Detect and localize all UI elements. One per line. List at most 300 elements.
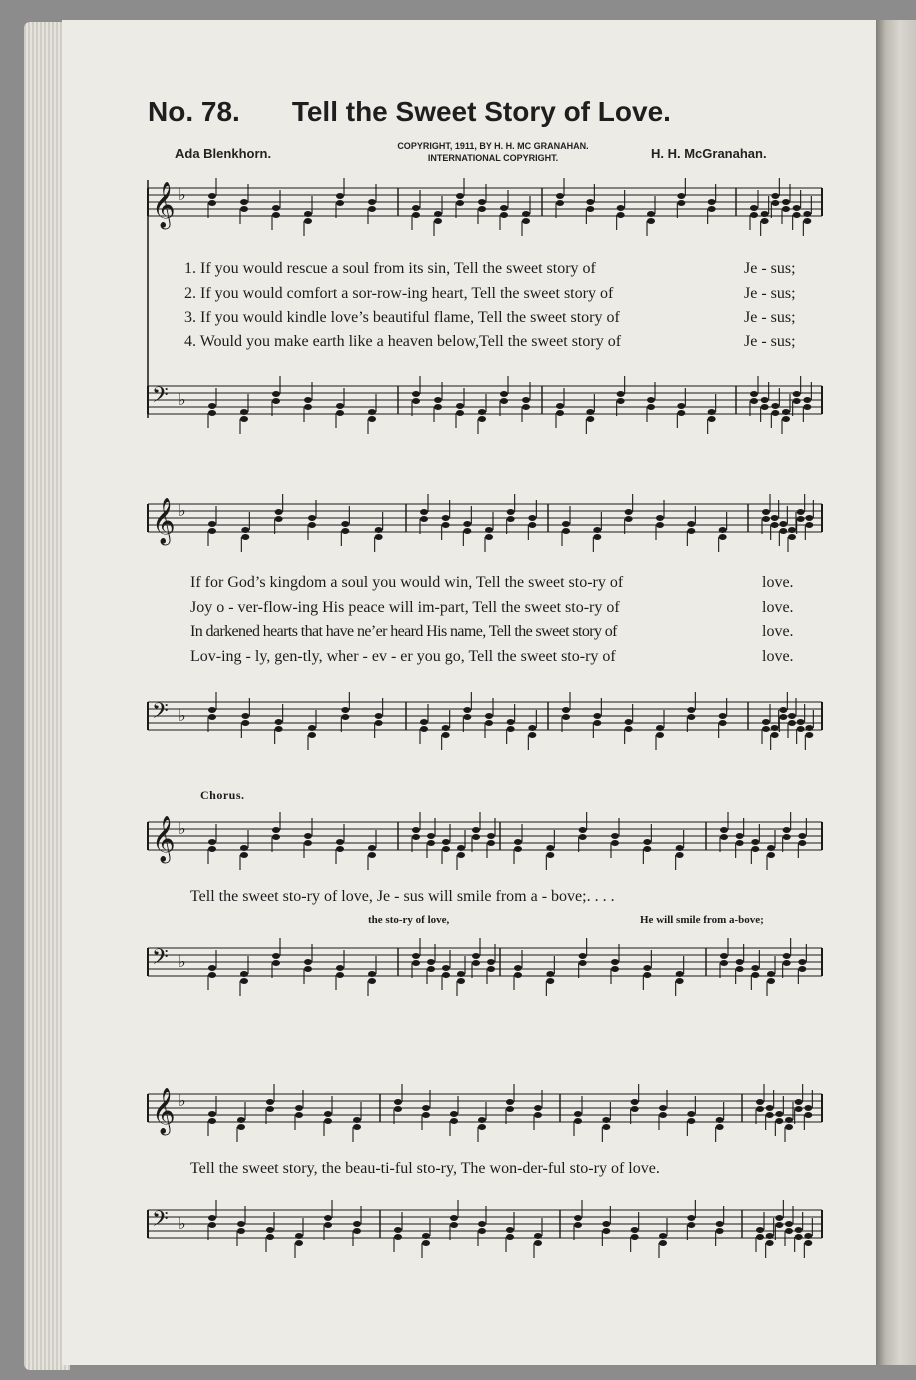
note-head [522, 404, 530, 410]
note-head [643, 846, 651, 852]
note-head [736, 966, 744, 972]
note-head [442, 972, 450, 978]
note-head [783, 834, 791, 840]
note-head [463, 714, 471, 720]
note-head [779, 714, 787, 720]
note-head [478, 409, 486, 415]
verse-text: 3. If you would kindle love’s beautiful flame, Tell the sweet story of [184, 309, 620, 326]
note-head [643, 965, 651, 971]
note-head [766, 1105, 774, 1111]
note-head [514, 846, 522, 852]
note-head [412, 212, 420, 218]
note-head [793, 205, 801, 211]
note-head [766, 1233, 774, 1239]
note-head [341, 714, 349, 720]
note-head [341, 707, 349, 713]
note-head [762, 509, 770, 515]
note-head [720, 960, 728, 966]
note-head [275, 726, 283, 732]
note-head [208, 528, 216, 534]
note-head [412, 953, 420, 959]
note-head [368, 845, 376, 851]
note-head [240, 199, 248, 205]
note-head [295, 1233, 303, 1239]
note-head [450, 1111, 458, 1117]
note-head [804, 1240, 812, 1246]
bass-clef-icon: 𝄢 [152, 699, 169, 729]
note-head [643, 972, 651, 978]
note-head [736, 959, 744, 965]
note-head [412, 205, 420, 211]
note-head [761, 404, 769, 410]
note-head [237, 1117, 245, 1123]
note-head [324, 1222, 332, 1228]
note-head [767, 978, 775, 984]
note-head [478, 1228, 486, 1234]
note-head [514, 839, 522, 845]
note-head [798, 840, 806, 846]
copyright-line: INTERNATIONAL COPYRIGHT. [427, 153, 559, 163]
note-head [546, 978, 554, 984]
note-head [803, 404, 811, 410]
note-head [240, 852, 248, 858]
note-head [208, 403, 216, 409]
note-head [574, 1222, 582, 1228]
note-head [412, 834, 420, 840]
note-head [208, 846, 216, 852]
note-head [720, 827, 728, 833]
verse-text: In darkened hearts that have ne’er heard His name, Tell the sweet story of [190, 623, 617, 640]
note-head [795, 1234, 803, 1240]
note-head [647, 218, 655, 224]
note-head [427, 840, 435, 846]
chorus-echo-lyric: He will smile from a-bove; [640, 914, 764, 926]
note-head [556, 200, 564, 206]
note-head [785, 1124, 793, 1130]
note-head [514, 965, 522, 971]
note-head [506, 1106, 514, 1112]
verse-ending: love. [762, 599, 794, 616]
note-head [394, 1227, 402, 1233]
note-head [756, 1099, 764, 1105]
note-head [241, 534, 249, 540]
note-head [375, 713, 383, 719]
note-head [208, 193, 216, 199]
note-head [602, 1124, 610, 1130]
note-head [676, 845, 684, 851]
note-head [507, 719, 515, 725]
note-head [805, 725, 813, 731]
note-head [304, 833, 312, 839]
note-head [750, 205, 758, 211]
note-head [611, 833, 619, 839]
note-head [208, 1222, 216, 1228]
note-head [266, 1106, 274, 1112]
note-head [534, 1233, 542, 1239]
note-head [562, 707, 570, 713]
note-head [522, 211, 530, 217]
note-head [805, 522, 813, 528]
note-head [775, 1111, 783, 1117]
note-head [442, 515, 450, 521]
note-head [341, 521, 349, 527]
note-head [240, 845, 248, 851]
verse-text: 2. If you would comfort a sor-row-ing heart, Tell the sweet story of [184, 285, 614, 302]
note-head [420, 719, 428, 725]
note-head [631, 1227, 639, 1233]
note-head [804, 1233, 812, 1239]
note-head [625, 726, 633, 732]
note-head [783, 960, 791, 966]
note-head [798, 833, 806, 839]
verse-text: 1. If you would rescue a soul from its sin, Tell the sweet story of [184, 260, 596, 277]
note-head [687, 1215, 695, 1221]
note-head [771, 193, 779, 199]
note-head [676, 971, 684, 977]
verse-ending: love. [762, 574, 794, 591]
note-head [647, 211, 655, 217]
note-head [507, 516, 515, 522]
note-head [562, 528, 570, 534]
note-head [766, 1112, 774, 1118]
note-head [336, 410, 344, 416]
note-head [617, 205, 625, 211]
note-head [522, 397, 530, 403]
copyright-line: COPYRIGHT, 1911, BY H. H. MC GRANAHAN. [397, 141, 589, 151]
note-head [795, 1106, 803, 1112]
note-head [353, 1117, 361, 1123]
note-head [751, 846, 759, 852]
note-head [304, 840, 312, 846]
note-head [324, 1111, 332, 1117]
note-head [805, 732, 813, 738]
verse-text: If for God’s kingdom a soul you would win, Tell the sweet sto-ry of [190, 574, 624, 591]
note-head [793, 398, 801, 404]
note-head [514, 972, 522, 978]
key-flat-icon: ♭ [178, 952, 186, 971]
key-flat-icon: ♭ [178, 1091, 186, 1110]
key-flat-icon: ♭ [178, 185, 186, 204]
note-head [775, 1118, 783, 1124]
note-head [771, 725, 779, 731]
note-head [457, 845, 465, 851]
note-head [602, 1221, 610, 1227]
note-head [500, 205, 508, 211]
note-head [586, 199, 594, 205]
note-head [586, 206, 594, 212]
note-head [208, 1111, 216, 1117]
note-head [394, 1234, 402, 1240]
treble-clef-icon: 𝄞 [152, 816, 176, 862]
note-head [676, 852, 684, 858]
note-head [556, 403, 564, 409]
note-head [240, 409, 248, 415]
note-head [368, 199, 376, 205]
note-head [375, 720, 383, 726]
note-head [771, 732, 779, 738]
note-head [412, 391, 420, 397]
note-head [485, 713, 493, 719]
bass-clef-icon: 𝄢 [152, 945, 169, 975]
note-head [304, 959, 312, 965]
note-head [237, 1221, 245, 1227]
note-head [593, 534, 601, 540]
note-head [579, 827, 587, 833]
note-head [478, 416, 486, 422]
chorus-lyric-line: Tell the sweet sto-ry of love, Je - sus will smile from a - bove;. . . . [190, 888, 615, 905]
note-head [422, 1240, 430, 1246]
note-head [771, 410, 779, 416]
note-head [656, 725, 664, 731]
note-head [208, 972, 216, 978]
note-head [422, 1112, 430, 1118]
note-head [579, 960, 587, 966]
note-head [240, 416, 248, 422]
note-head [240, 971, 248, 977]
note-head [556, 193, 564, 199]
note-head [797, 516, 805, 522]
note-head [272, 205, 280, 211]
note-head [676, 978, 684, 984]
note-head [434, 218, 442, 224]
note-head [304, 218, 312, 224]
verse-ending: love. [762, 623, 794, 640]
note-head [625, 719, 633, 725]
note-head [324, 1118, 332, 1124]
note-head [507, 726, 515, 732]
note-head [785, 1228, 793, 1234]
note-head [528, 522, 536, 528]
note-head [341, 528, 349, 534]
note-head [528, 725, 536, 731]
note-head [472, 953, 480, 959]
note-head [336, 839, 344, 845]
note-head [750, 391, 758, 397]
note-head [240, 978, 248, 984]
note-head [272, 953, 280, 959]
note-head [656, 515, 664, 521]
note-head [782, 409, 790, 415]
note-head [795, 1227, 803, 1233]
note-head [659, 1112, 667, 1118]
note-head [272, 827, 280, 833]
note-head [687, 714, 695, 720]
note-head [593, 720, 601, 726]
note-head [751, 972, 759, 978]
note-head [368, 852, 376, 858]
note-head [788, 713, 796, 719]
note-head [574, 1111, 582, 1117]
note-head [625, 516, 633, 522]
note-head [336, 846, 344, 852]
note-head [422, 1233, 430, 1239]
note-head [336, 200, 344, 206]
note-head [487, 833, 495, 839]
note-head [761, 218, 769, 224]
note-head [336, 965, 344, 971]
verse-ending: Je - sus; [744, 285, 796, 302]
note-head [756, 1227, 764, 1233]
note-head [457, 852, 465, 858]
note-head [785, 1221, 793, 1227]
treble-clef-icon: 𝄞 [152, 498, 176, 544]
note-head [788, 534, 796, 540]
note-head [272, 212, 280, 218]
note-head [804, 1105, 812, 1111]
note-head [500, 398, 508, 404]
note-head [456, 200, 464, 206]
note-head [602, 1228, 610, 1234]
key-flat-icon: ♭ [178, 501, 186, 520]
note-head [442, 725, 450, 731]
note-head [783, 953, 791, 959]
note-head [528, 732, 536, 738]
note-head [208, 410, 216, 416]
bass-clef-icon: 𝄢 [152, 1207, 169, 1237]
note-head [412, 398, 420, 404]
note-head [534, 1105, 542, 1111]
note-head [463, 521, 471, 527]
note-head [375, 534, 383, 540]
note-head [304, 211, 312, 217]
note-head [266, 1227, 274, 1233]
note-head [783, 827, 791, 833]
note-head [336, 193, 344, 199]
note-head [767, 971, 775, 977]
note-head [456, 410, 464, 416]
note-head [750, 212, 758, 218]
note-head [485, 527, 493, 533]
note-head [719, 720, 727, 726]
note-head [631, 1099, 639, 1105]
note-head [751, 965, 759, 971]
note-head [761, 211, 769, 217]
key-flat-icon: ♭ [178, 1214, 186, 1233]
note-head [534, 1240, 542, 1246]
note-head [506, 1234, 514, 1240]
note-head [472, 960, 480, 966]
note-head [625, 509, 633, 515]
note-head [522, 218, 530, 224]
note-head [295, 1112, 303, 1118]
note-head [761, 397, 769, 403]
note-head [762, 719, 770, 725]
note-head [368, 971, 376, 977]
note-head [434, 397, 442, 403]
note-head [574, 1215, 582, 1221]
note-head [720, 834, 728, 840]
note-head [368, 206, 376, 212]
note-head [353, 1221, 361, 1227]
note-head [617, 398, 625, 404]
chorus-label: Chorus. [200, 788, 245, 802]
bass-clef-icon: 𝄢 [152, 383, 169, 413]
note-head [617, 391, 625, 397]
note-head [751, 839, 759, 845]
note-head [208, 714, 216, 720]
note-head [450, 1215, 458, 1221]
note-head [767, 845, 775, 851]
note-head [308, 522, 316, 528]
note-head [450, 1118, 458, 1124]
note-head [241, 720, 249, 726]
note-head [534, 1112, 542, 1118]
note-head [687, 707, 695, 713]
key-flat-icon: ♭ [178, 706, 186, 725]
note-head [782, 199, 790, 205]
note-head [797, 726, 805, 732]
note-head [767, 852, 775, 858]
verse-ending: Je - sus; [744, 309, 796, 326]
note-head [308, 515, 316, 521]
note-head [647, 397, 655, 403]
note-head [720, 953, 728, 959]
note-head [708, 206, 716, 212]
note-head [797, 719, 805, 725]
note-head [647, 404, 655, 410]
note-head [412, 960, 420, 966]
note-head [687, 521, 695, 527]
treble-clef-icon: 𝄞 [152, 182, 176, 228]
note-head [208, 707, 216, 713]
note-head [771, 522, 779, 528]
note-head [793, 212, 801, 218]
note-head [779, 528, 787, 534]
author-credit: Ada Blenkhorn. [175, 146, 272, 161]
note-head [442, 965, 450, 971]
note-head [420, 516, 428, 522]
note-head [750, 398, 758, 404]
note-head [579, 953, 587, 959]
note-head [798, 959, 806, 965]
note-head [677, 403, 685, 409]
note-head [463, 707, 471, 713]
note-head [434, 211, 442, 217]
note-head [803, 397, 811, 403]
note-head [272, 391, 280, 397]
note-head [779, 707, 787, 713]
note-head [793, 391, 801, 397]
note-head [708, 409, 716, 415]
note-head [677, 200, 685, 206]
note-head [788, 527, 796, 533]
note-head [457, 971, 465, 977]
note-head [617, 212, 625, 218]
note-head [782, 206, 790, 212]
note-head [719, 534, 727, 540]
key-flat-icon: ♭ [178, 819, 186, 838]
note-head [353, 1228, 361, 1234]
note-head [463, 528, 471, 534]
note-head [803, 211, 811, 217]
note-head [719, 527, 727, 533]
note-head [804, 1112, 812, 1118]
note-head [434, 404, 442, 410]
note-head [795, 1099, 803, 1105]
note-head [275, 509, 283, 515]
composer-credit: H. H. McGranahan. [651, 146, 767, 161]
note-head [442, 522, 450, 528]
note-head [412, 827, 420, 833]
hymn-number: No. 78. [148, 96, 240, 127]
note-head [304, 404, 312, 410]
note-head [775, 1215, 783, 1221]
note-head [487, 959, 495, 965]
verse-ending: Je - sus; [744, 260, 796, 277]
note-head [659, 1240, 667, 1246]
note-head [677, 193, 685, 199]
verse-ending: love. [762, 648, 794, 665]
